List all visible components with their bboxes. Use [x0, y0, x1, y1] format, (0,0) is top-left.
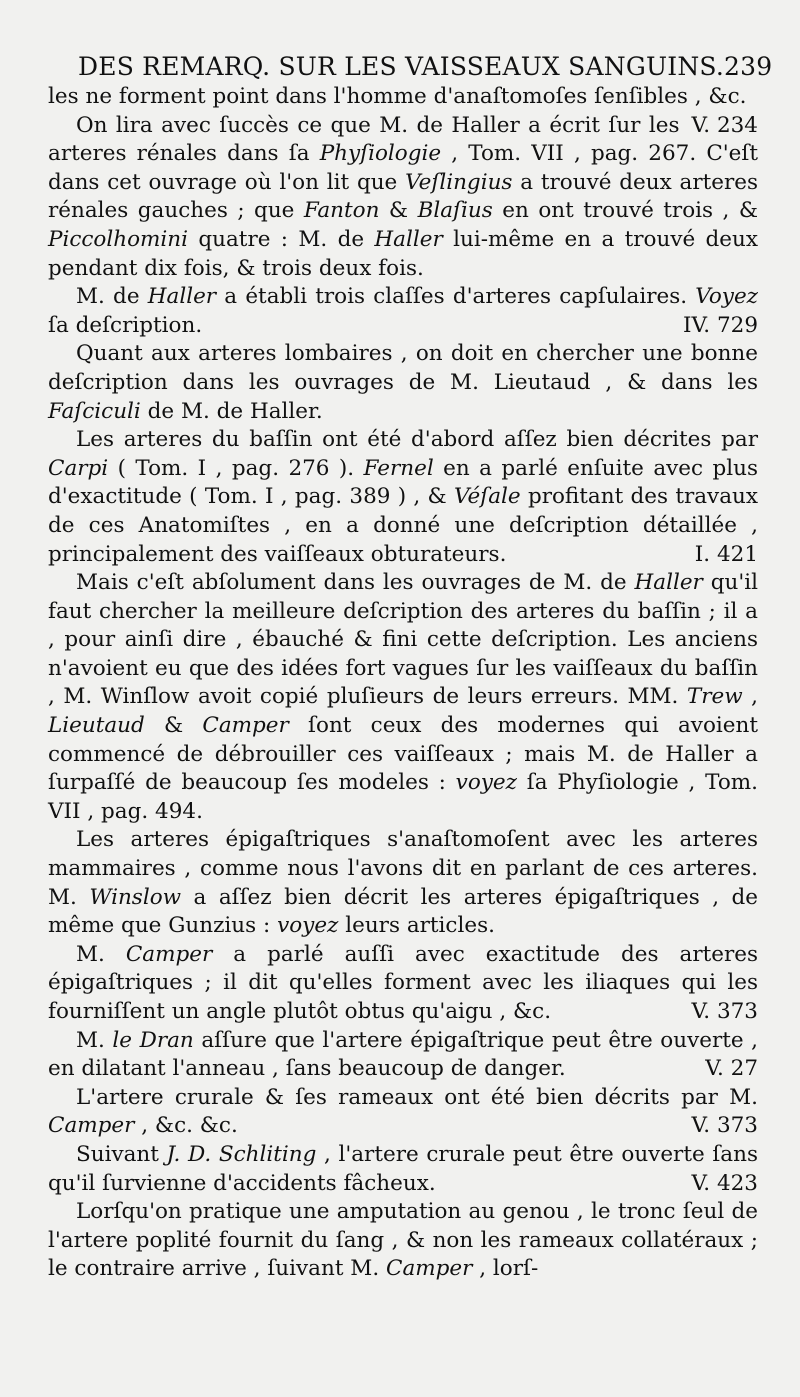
- text-run: , Tom. VII , pag. 267. C'eſt dans cet ouvrage où l'on lit que: [48, 141, 758, 195]
- italic-run: Carpi: [48, 455, 109, 481]
- paragraph-text: les ne forment point dans l'homme d'anaſtomoſes ſenſibles , &c.: [48, 84, 747, 109]
- italic-run: Haller: [147, 284, 217, 310]
- italic-run: Véſale: [453, 484, 521, 510]
- text-run: L'artere crurale & ſes rameaux ont été bien décrits par M.: [76, 1084, 758, 1110]
- reference: V. 373: [691, 999, 758, 1024]
- text-run: &: [379, 198, 418, 224]
- text-run: ,: [742, 684, 758, 710]
- text-run: Suivant: [76, 1141, 167, 1167]
- text-run: M.: [76, 941, 126, 967]
- italic-run: Piccolhomini: [48, 226, 189, 252]
- italic-run: J. D. Schliting: [166, 1141, 317, 1167]
- text-run: M.: [76, 1027, 113, 1053]
- italic-run: le Dran: [112, 1027, 194, 1053]
- text-run: Lorſqu'on pratique une amputation au genou , le tronc ſeul de l'artere poplité fournit du ſang , & non les rameaux collatéraux ; le contraire arrive , ſuivant M.: [48, 1199, 758, 1282]
- reference: V. 234: [691, 112, 758, 138]
- italic-run: Lieutaud: [48, 713, 145, 739]
- text-run: On lira avec ſuccès ce que M. de Haller a écrit ſur les arteres rénales dans ſa: [48, 112, 680, 167]
- paragraph: [48, 1084, 758, 1141]
- text-run: leurs articles.: [338, 913, 495, 939]
- italic-run: Camper: [125, 941, 213, 967]
- text-run: qu'il faut chercher la meilleure deſcription des arteres du baſſin ; il a , pour ainſi dire , ébauché & fini cette deſcription. Les anciens n'avoient eu que des idées fort vagues ſur les vaiſſeaux du baſſin , M. Winſlow avoit copié pluſieurs de leurs erreurs. MM.: [48, 570, 759, 710]
- reference: V. 373: [691, 1113, 758, 1139]
- italic-run: voyez: [277, 913, 339, 939]
- paragraph: [48, 283, 758, 340]
- reference: V. 423: [691, 1170, 758, 1196]
- italic-run: Blaſius: [417, 198, 493, 224]
- running-header: [78, 52, 773, 81]
- paragraph: [48, 1141, 758, 1198]
- paragraph: [48, 1198, 758, 1284]
- italic-run: Haller: [634, 570, 703, 596]
- italic-run: voyez: [455, 770, 517, 796]
- paragraph: [48, 426, 758, 569]
- text-run: en ont trouvé trois , &: [492, 198, 758, 224]
- text-run: ſa Phyſiologie , Tom. VII , pag. 494.: [48, 770, 758, 824]
- text-run: quatre : M. de: [188, 226, 375, 252]
- italic-run: Camper: [202, 713, 289, 739]
- page-number: 239: [724, 52, 773, 81]
- running-title: DES REMARQ. SUR LES VAISSEAUX SANGUINS.: [78, 52, 724, 81]
- text-run: &: [144, 713, 203, 739]
- text-run: Mais c'eſt abſolument dans les ouvrages de M. de: [76, 570, 635, 596]
- text-run: M. de: [76, 284, 148, 310]
- paragraph: [48, 569, 758, 826]
- italic-run: Winslow: [89, 884, 182, 910]
- text-run: , &c. &c.: [134, 1113, 238, 1139]
- italic-run: Camper: [386, 1256, 473, 1282]
- text-run: de M. de Haller.: [140, 398, 323, 424]
- text-run: a établi trois claſſes d'arteres capſulaires.: [216, 284, 696, 310]
- text-run: ( Tom. I , pag. 276 ).: [108, 455, 364, 481]
- text-run: Les arteres du baſſin ont été d'abord aſſez bien décrites par: [76, 427, 758, 453]
- italic-run: Haller: [374, 226, 443, 252]
- italic-run: Fernel: [363, 455, 434, 481]
- italic-run: Veſlingius: [405, 169, 513, 195]
- paragraph: [48, 83, 758, 138]
- text-run: a trouvé deux arteres rénales gauches ; que: [48, 169, 759, 224]
- text-run: profitant des travaux de ces Anatomiſtes , en a donné une deſcription détaillée , principalement des vaiſſeaux obturateurs.: [48, 484, 758, 567]
- paragraph: [48, 1027, 758, 1084]
- text-run: ſa deſcription.: [48, 312, 203, 338]
- text-run: , l'artere crurale peut être ouverte ſans qu'il ſurvienne d'accidents fâcheux.: [48, 1141, 758, 1196]
- italic-run: Faſciculi: [48, 398, 141, 424]
- italic-run: Fanton: [303, 198, 380, 224]
- paragraph: [48, 941, 758, 1027]
- paragraph: [48, 340, 758, 426]
- reference: V. 27: [705, 1056, 758, 1082]
- italic-run: Voyez: [695, 284, 758, 310]
- text-run: Les arteres épigaſtriques s'anaſtomoſent avec les arteres mammaires , comme nous l'avons dit en parlant de ces arteres. M.: [48, 827, 758, 910]
- text-run: Quant aux arteres lombaires , on doit en chercher une bonne deſcription dans les ouvrages de M. Lieutaud , & dans les: [48, 341, 758, 395]
- text-run: aſſure que l'artere épigaſtrique peut être ouverte , en dilatant l'anneau , ſans beaucoup de danger.: [48, 1027, 758, 1082]
- text-run: en a parlé enſuite avec plus d'exactitude ( Tom. I , pag. 389 ) , &: [48, 455, 758, 510]
- paragraph: [48, 112, 758, 284]
- text-run: , lorſ-: [472, 1256, 539, 1282]
- text-run: a aſſez bien décrit les arteres épigaſtriques , de même que Gunzius :: [48, 884, 759, 939]
- italic-run: Trew: [686, 684, 743, 710]
- reference: I. 421: [694, 541, 758, 567]
- text-run: a parlé auſſi avec exactitude des arteres épigaſtriques ; il dit qu'elles forment avec les iliaques qui les fourniſſent un angle plutôt obtus qu'aigu , &c.: [48, 941, 758, 1024]
- text-run: lui-même en a trouvé deux pendant dix fois, & trois deux fois.: [48, 226, 758, 281]
- reference: IV. 729: [683, 312, 758, 338]
- italic-run: Phyſiologie: [319, 141, 442, 167]
- text-run: ſont ceux des modernes qui avoient commencé de débrouiller ces vaiſſeaux ; mais M. de Haller a ſurpaſſé de beaucoup ſes modeles :: [48, 713, 758, 796]
- italic-run: Camper: [48, 1113, 135, 1139]
- paragraph: [48, 826, 758, 940]
